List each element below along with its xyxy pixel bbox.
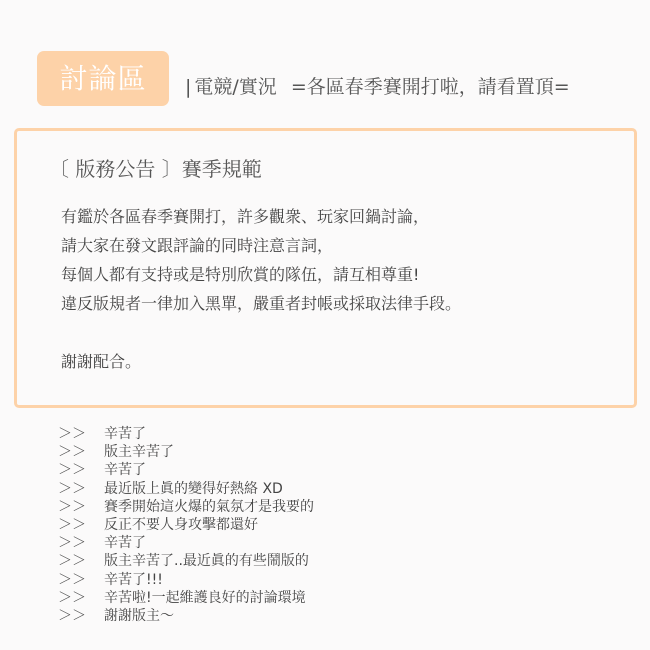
reply-text: 版主辛苦了: [104, 444, 174, 461]
reply-item: [58, 498, 314, 516]
reply-text: 辛苦了: [104, 535, 146, 552]
reply-marker: ＞＞: [58, 571, 86, 588]
announcement-spacer: [61, 318, 461, 347]
reply-text: 辛苦了: [104, 462, 146, 479]
reply-text: 辛苦了!!!: [104, 571, 163, 588]
reply-list: [58, 425, 314, 625]
reply-item: [58, 443, 314, 461]
reply-text: 版主辛苦了..最近眞的有些鬧版的: [104, 553, 309, 570]
reply-item: [58, 534, 314, 552]
announcement-line: 違反版規者一律加入黑單，嚴重者封帳或採取法律手段。: [61, 294, 462, 313]
reply-item: [58, 480, 314, 498]
reply-item: [58, 607, 314, 625]
reply-marker: ＞＞: [58, 480, 86, 497]
breadcrumb-separator: |: [185, 76, 192, 98]
reply-marker: ＞＞: [58, 608, 86, 625]
announcement-line: 請大家在發文跟評論的同時注意言詞，: [61, 236, 334, 255]
reply-marker: ＞＞: [58, 426, 86, 442]
forum-badge[interactable]: 討論區: [37, 51, 169, 106]
reply-item: [58, 461, 314, 479]
breadcrumb-topic[interactable]: =各區春季賽開打啦，請看置頂=: [290, 76, 570, 98]
reply-text: 最近版上眞的變得好熱絡 XD: [104, 480, 283, 497]
reply-item: [58, 552, 314, 570]
reply-text: 謝謝版主〜: [104, 608, 174, 625]
reply-marker: ＞＞: [58, 444, 86, 461]
announcement-line: 有鑑於各區春季賽開打，許多觀衆、玩家回鍋討論，: [61, 207, 430, 226]
reply-marker: ＞＞: [58, 498, 86, 515]
reply-item: [58, 589, 314, 607]
announcement-box: [14, 128, 637, 408]
announcement-line: 每個人都有支持或是特別欣賞的隊伍，請互相尊重!: [61, 265, 420, 284]
reply-marker: ＞＞: [58, 535, 86, 552]
reply-marker: ＞＞: [58, 462, 86, 479]
announcement-title: 〔 版務公告 〕賽季規範: [49, 157, 262, 181]
reply-text: 辛苦了: [104, 426, 146, 442]
reply-marker: ＞＞: [58, 517, 86, 534]
reply-item: [58, 571, 314, 589]
reply-marker: ＞＞: [58, 553, 86, 570]
reply-item: [58, 516, 314, 534]
reply-item: [58, 425, 314, 443]
announcement-body: [61, 202, 461, 376]
breadcrumb: [185, 72, 570, 102]
reply-text: 賽季開始這火爆的氣氛才是我要的: [104, 498, 314, 515]
reply-text: 辛苦啦!一起維護良好的討論環境: [104, 589, 306, 606]
reply-text: 反正不要人身攻擊都還好: [104, 517, 258, 534]
announcement-closing: 謝謝配合。: [61, 352, 142, 371]
breadcrumb-category[interactable]: 電競/實況: [194, 76, 277, 98]
reply-marker: ＞＞: [58, 589, 86, 606]
